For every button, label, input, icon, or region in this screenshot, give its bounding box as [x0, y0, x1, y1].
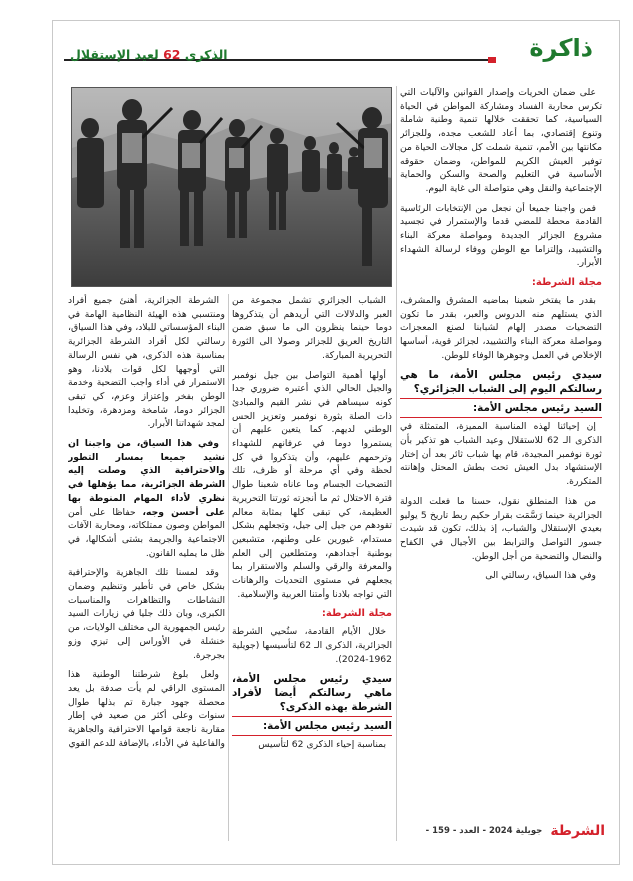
paragraph: خلال الأيام القادمة، ستُحيي الشرطة الجزائرية، الذكرى الـ 62 لتأسيسها (جويلية 1962-2024).: [232, 626, 392, 665]
magazine-logo: [550, 823, 605, 839]
highlighted-text: وفي هذا السياق، من واجبنا ان نشيد جميعا بمسار التطور والاحترافية الذي وصلت إليه الشرطة الجزائرية، مما يؤهلها في نظري لأداء المهام المنوطة بها على أحسن وجه،: [68, 438, 225, 518]
historical-photo: [71, 87, 392, 287]
paragraph: الشرطة الجزائرية، أهنئ جميع أفراد ومنتسبي هذه الهيئة النظامية الهامة في البناء المؤسساتي للبلاد، وفي هذا السياق، رسالتي لكل أفراد الشرطة الجزائرية بمناسبة هذه الذكرى، هي نفس الرسالة التي أوجهها لكل قوات بلادنا، وهو الاستمرار في أداء واجب التضحية وخدمة الوطن بفخر وإعتزاز وعزم، كي تبقى الجزائر دوما، شامخة ومزدهرة، وتخليدا لمجد شهداتنا الأبرار.: [68, 295, 225, 430]
paragraph: إن إحيائنا لهذه المناسبة المميزة، المتمثلة في الذكرى الـ 62 للاستقلال وعيد الشباب هو تذكير بأن ثورة نوفمبر المجيدة، قام بها شباب ثائر بعد أن إختار الإستشهاد بدل العيش تحت بطش المحتل وإهانته المتكررة.: [400, 421, 602, 488]
interviewee-label: السيد رئيس مجلس الأمة:: [232, 719, 392, 736]
paragraph: ولعل بلوغ شرطتنا الوطنية هذا المستوى الراقي لم يأت صدفة بل يعد محصلة جهود جبارة تم بذلها طوال سنوات وعلى أكثر من صعيد في إطار مقاربة ناجعة قوامها الاحترافية والجاهزية والفاعلية في الأداء، بالإضافة للدعم القوي: [68, 669, 225, 749]
interview-question: سيدي رئيس مجلس الأمة، ما هي رسالتكم اليوم إلى الشباب الجزائري؟: [400, 368, 602, 399]
header-accent-mark: [488, 57, 496, 63]
article-column-right: [400, 86, 602, 846]
kicker-suffix: لعيد الإستقلال: [70, 47, 159, 62]
article-column-left: [68, 294, 225, 846]
logo-wordmark: الشرطة: [550, 823, 605, 839]
paragraph: الشباب الجزائري تشمل مجموعة من العبر والدلالات التي أريدهم أن يتذكروها دوما حينما ينظرون الى ما سبق ضمن التاريخ العريق للجزائر وصولا الى الثورة التحريرية المباركة.: [232, 295, 392, 361]
section-title: ذاكرة: [529, 34, 593, 62]
soldiers-photo-illustration: [72, 88, 392, 287]
interviewee-label: السيد رئيس مجلس الأمة:: [400, 401, 602, 418]
page-footer: [400, 820, 605, 842]
paragraph-continuation: حفاظا على أمن المواطن وصون ممتلكاته، ومحاربة الآفات الاجتماعية والجريمة بشتى أشكالها، في ظل ما يمليه القانون.: [68, 506, 225, 559]
paragraph: على ضمان الحريات وإصدار القوانين والآليات التي تكرس محاربة الفساد ومشاركة المواطن في الحياة السياسية، كما تحققت خلالها تنمية وطنية شاملة وتنوع إقتصادي، بما أعاد للشعب مجده، وللجزائر مكانتها بين الأمم، تنمية شملت كل مجالات الحياة من توفير العيش الكريم للمواطن، وضمان حقوقه الأساسية في التعليم والصحة والسكن والحماية الإجتماعية والنقل وهي متواصلة الى غاية اليوم.: [400, 87, 602, 194]
column-divider: [228, 294, 229, 841]
column-divider: [396, 86, 397, 841]
paragraph: فمن واجبنا جميعا أن نجعل من الإنتخابات الرئاسية القادمة محطة للمضي قدما والإستمرار في تجسيد مشروع الجزائر الجديدة ومواصلة معركة البناء والتشييد، وإلتزاما مع الوطن ووفاء لرسالة الشهداء الأبرار.: [400, 202, 602, 269]
paragraph: أولها أهمية التواصل بين جيل نوفمبر والجيل الحالي الذي أعتبره ضروري جدا كونه سيساهم في نشر القيم والمبادئ ذات الصلة بثورة نوفمبر وتعزيز الحس الوطني لديهم. كما يتعين عليهم أن يستمروا دوما في عرفانهم للشهداء وترحمهم عليهم، وأن يتذكروا في كل لحظة وفي أي مرحلة أو ظرف، تلك التضحيات الجسام وما عاناه شعبنا طوال فترة الاحتلال ثم ما أنجزته ثورتنا التحريرية العظيمة، كي تبقى كلها بمثابة معالم تقودهم من جيل إلى جيل، وتجعلهم بشكل مستدام، غيورين على وطنهم، متشبعين بوطنية أجدادهم، ومتطلعين إلى العلم والمعرفة والرقي والسلم والاستقرار بما يجعلهم في مستوى التحديات والرهانات التي تواجه بلادنا وأمتنا العربية والإسلامية.: [232, 369, 392, 600]
paragraph: بقدر ما يفتخر شعبنا بماضيه المشرق والمشرف، الذي يستلهم منه الدروس والعبر، بقدر ما تكون التضحيات مصدر إلهام لشبابنا لصنع المعجزات ومواصلة معركة البناء والتشييد، لجزائر قوية، أساسها الإخلاص في العمل وجوهرها الوفاء للوطن.: [400, 294, 602, 361]
paragraph: وقد لمسنا تلك الجاهزية والإحترافية بشكل خاص في تأطير وتنظيم وضمان النشاطات والتظاهرات والمناسبات الكبرى، وبان ذلك جليا في زيارات السيد رئيس الجمهورية الى مختلف الولايات، من خنشلة في الأوراس إلى تيزي وزو بجرجرة.: [68, 567, 225, 661]
paragraph: بمناسبة إحياء الذكرى 62 لتأسيس: [258, 739, 386, 751]
magazine-label: مجلة الشرطة:: [531, 277, 602, 289]
anniversary-kicker: [70, 47, 228, 62]
paragraph: [68, 437, 225, 560]
paragraph: وفي هذا السياق، رسالتي الى: [485, 570, 596, 582]
paragraph: من هذا المنطلق نقول، حسنا ما فعلت الدولة الجزائرية حينما رَسَّمَت بقرار حكيم ربط تاريخ 5 يوليو بعيدي الإستقلال والشباب، إذ بذلك، تكون قد شيدت جسور التواصل والترابط بين الأجيال في الكفاح والنضال والتضحية من أجل الوطن.: [400, 495, 602, 562]
kicker-number: 62: [163, 47, 181, 62]
interview-question: سيدي رئيس مجلس الأمة، ماهي رسالتكم أيضا لأفراد الشرطة بهذه الذكرى؟: [232, 672, 392, 717]
article-column-middle: [232, 294, 392, 846]
magazine-label: مجلة الشرطة:: [321, 608, 392, 620]
kicker-prefix: الذكرى: [184, 47, 228, 62]
issue-info: جويلية 2024 - العدد - 159 -: [425, 826, 543, 836]
